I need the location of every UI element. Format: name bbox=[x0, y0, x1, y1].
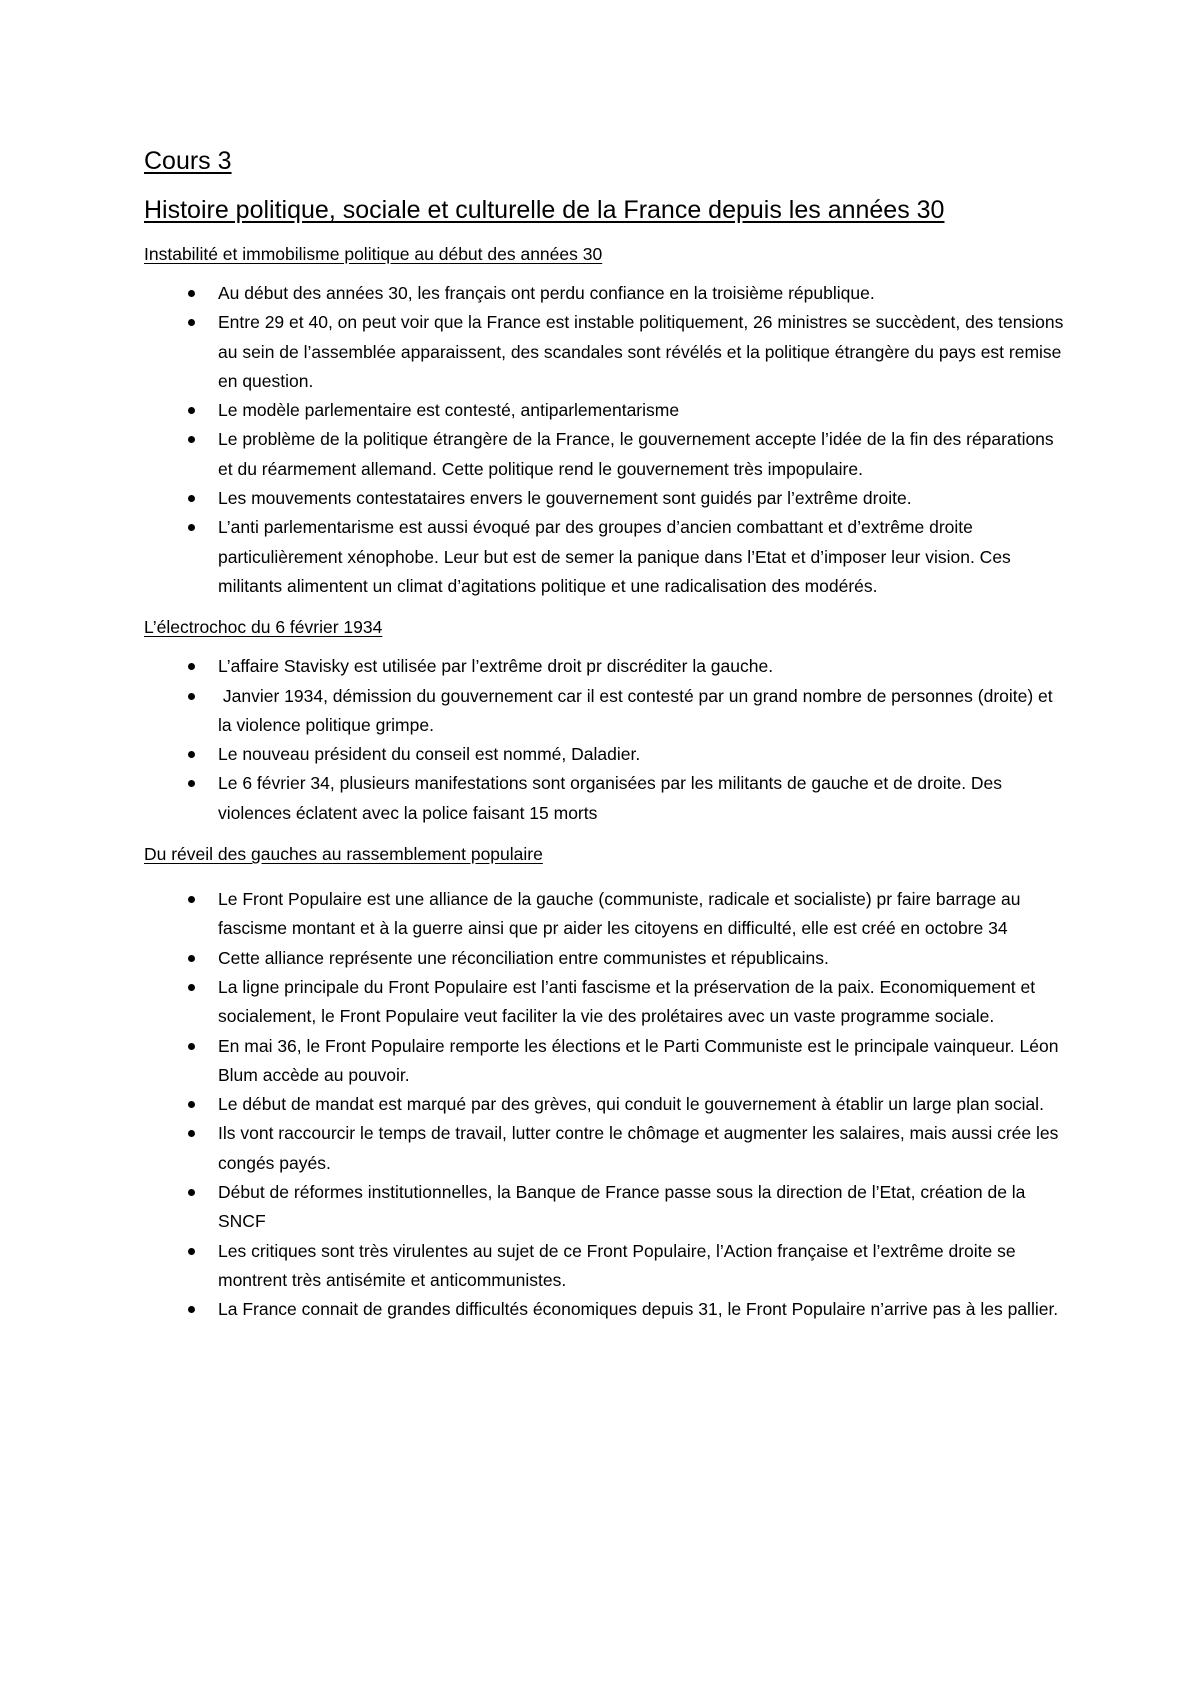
bullet-dot-icon bbox=[188, 1130, 195, 1137]
bullet-dot-icon bbox=[188, 1306, 195, 1313]
list-item-text: En mai 36, le Front Populaire remporte les élections et le Parti Communiste est le principale vainqueur. Léon Blum accède au pouvoir. bbox=[218, 1035, 1059, 1085]
list-item bbox=[144, 396, 1064, 425]
list-item-text: Le problème de la politique étrangère de la France, le gouvernement accepte l’idée de la fin des réparations et du réarmement allemand. Cette politique rend le gouvernement très impopulaire. bbox=[218, 429, 1054, 479]
bullet-dot-icon bbox=[188, 751, 195, 758]
list-item-text: Entre 29 et 40, on peut voir que la France est instable politiquement, 26 ministres se succèdent, des tensions au sein de l’assemblée apparaissent, des scandales sont révélés et la politique étrangère du pays est remise en question. bbox=[218, 312, 1064, 391]
list-item-text: L’affaire Stavisky est utilisée par l’extrême droit pr discréditer la gauche. bbox=[218, 656, 774, 677]
bullet-dot-icon bbox=[188, 693, 195, 700]
list-item bbox=[144, 944, 1064, 973]
list-item-text: Le modèle parlementaire est contesté, antiparlementarisme bbox=[218, 400, 680, 421]
section-heading: L’électrochoc du 6 février 1934 bbox=[144, 617, 383, 638]
list-item bbox=[144, 484, 1064, 513]
bullet-dot-icon bbox=[188, 896, 195, 903]
list-item bbox=[144, 308, 1064, 396]
bullet-dot-icon bbox=[188, 407, 195, 414]
list-item-text: Cette alliance représente une réconciliation entre communistes et républicains. bbox=[218, 947, 829, 968]
bullet-list bbox=[144, 652, 1064, 828]
list-item bbox=[144, 682, 1064, 741]
list-item-text: La France connait de grandes difficultés économiques depuis 31, le Front Populaire n’arrive pas à les pallier. bbox=[218, 1299, 1059, 1320]
list-item-text: Le début de mandat est marqué par des grèves, qui conduit le gouvernement à établir un large plan social. bbox=[218, 1094, 1044, 1115]
bullet-dot-icon bbox=[188, 1248, 195, 1255]
section-heading: Instabilité et immobilisme politique au début des années 30 bbox=[144, 244, 603, 264]
list-item bbox=[144, 1295, 1064, 1324]
list-item-text: Les mouvements contestataires envers le gouvernement sont guidés par l’extrême droite. bbox=[218, 488, 912, 509]
bullet-dot-icon bbox=[188, 436, 195, 443]
section-electrochoc bbox=[144, 613, 1064, 828]
bullet-dot-icon bbox=[188, 319, 195, 326]
list-item bbox=[144, 740, 1064, 769]
bullet-dot-icon bbox=[188, 984, 195, 991]
list-item-text: Janvier 1934, démission du gouvernement car il est contesté par un grand nombre de personnes (droite) et la violence politique grimpe. bbox=[218, 685, 1058, 735]
document-title: Histoire politique, sociale et culturelle de la France depuis les années 30 bbox=[144, 196, 945, 224]
list-item bbox=[144, 885, 1064, 944]
list-item bbox=[144, 425, 1064, 484]
bullet-dot-icon bbox=[188, 1189, 195, 1196]
course-label: Cours 3 bbox=[144, 147, 232, 175]
list-item-text: Au début des années 30, les français ont perdu confiance en la troisième république. bbox=[218, 283, 875, 303]
list-item bbox=[144, 1178, 1064, 1237]
bullet-list bbox=[144, 885, 1064, 1324]
list-item-text: L’anti parlementarisme est aussi évoqué par des groupes d’ancien combattant et d’extrême droite particulièrement xénophobe. Leur but est de semer la panique dans l’Etat et d’imposer leur vision. Ces militants alimentent un climat d’agitations politique et une radicalisation des modérés. bbox=[218, 517, 1011, 596]
list-item-text: Le nouveau président du conseil est nommé, Daladier. bbox=[218, 744, 641, 765]
list-item bbox=[144, 279, 1064, 308]
list-item-text: Ils vont raccourcir le temps de travail, lutter contre le chômage et augmenter les salaires, mais aussi crée les congés payés. bbox=[218, 1123, 1059, 1173]
list-item bbox=[144, 513, 1064, 601]
list-item bbox=[144, 1090, 1064, 1119]
section-instabilite bbox=[144, 240, 1064, 601]
bullet-dot-icon bbox=[188, 495, 195, 502]
list-item bbox=[144, 973, 1064, 1032]
bullet-dot-icon bbox=[188, 663, 195, 670]
list-item-text: Début de réformes institutionnelles, la Banque de France passe sous la direction de l’Etat, création de la SNCF bbox=[218, 1182, 1026, 1232]
list-item bbox=[144, 1237, 1064, 1296]
list-item-text: Le 6 février 34, plusieurs manifestations sont organisées par les militants de gauche et de droite. Des violences éclatent avec la police faisant 15 morts bbox=[218, 773, 1003, 823]
bullet-dot-icon bbox=[188, 290, 195, 297]
bullet-dot-icon bbox=[188, 1043, 195, 1050]
bullet-dot-icon bbox=[188, 955, 195, 962]
bullet-list bbox=[144, 279, 1064, 601]
list-item bbox=[144, 1119, 1064, 1178]
bullet-dot-icon bbox=[188, 780, 195, 787]
list-item bbox=[144, 652, 1064, 681]
section-heading: Du réveil des gauches au rassemblement populaire bbox=[144, 844, 543, 865]
bullet-dot-icon bbox=[188, 524, 195, 531]
list-item bbox=[144, 1032, 1064, 1091]
section-front-populaire bbox=[144, 840, 1064, 1324]
list-item-text: Les critiques sont très virulentes au sujet de ce Front Populaire, l’Action française et l’extrême droite se montrent très antisémite et anticommunistes. bbox=[218, 1240, 1016, 1290]
document-content bbox=[144, 146, 1064, 1337]
list-item bbox=[144, 769, 1064, 828]
list-item-text: Le Front Populaire est une alliance de la gauche (communiste, radicale et socialiste) pr faire barrage au fascisme montant et à la guerre ainsi que pr aider les citoyens en difficulté, elle est créé en octobre 34 bbox=[218, 889, 1021, 939]
list-item-text: La ligne principale du Front Populaire est l’anti fascisme et la préservation de la paix. Economiquement et socialement, le Front Populaire veut faciliter la vie des prolétaires avec un vaste programme sociale. bbox=[218, 976, 1036, 1027]
bullet-dot-icon bbox=[188, 1101, 195, 1108]
